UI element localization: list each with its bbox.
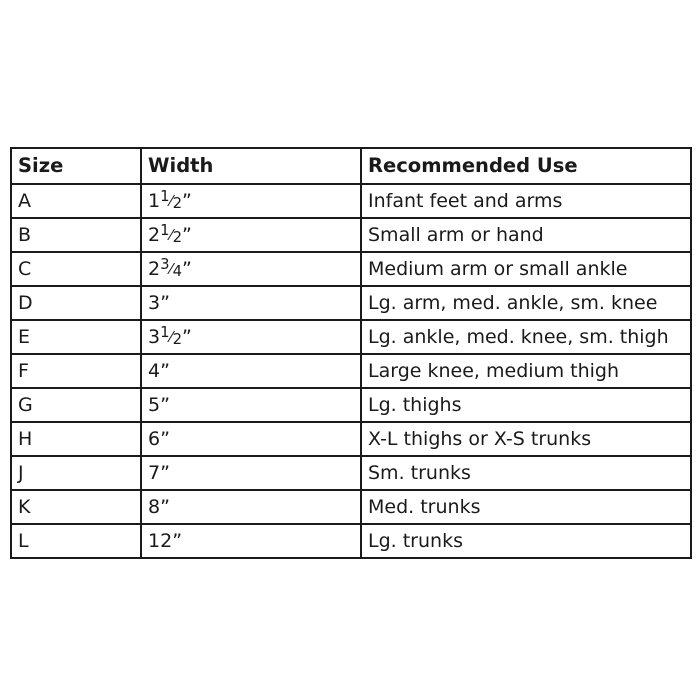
cell-recommended-use: Lg. thighs	[361, 388, 691, 422]
inch-mark: ”	[160, 359, 170, 382]
width-whole: 7	[148, 461, 161, 484]
fraction-bar: ⁄	[169, 328, 173, 346]
fraction-numerator: 3	[160, 255, 170, 273]
cell-size: K	[11, 490, 141, 524]
width-whole: 5	[148, 393, 161, 416]
cell-width	[141, 252, 361, 286]
inch-mark: ”	[182, 189, 192, 212]
cell-recommended-use: Lg. ankle, med. knee, sm. thigh	[361, 320, 691, 354]
inch-mark: ”	[160, 495, 170, 518]
inch-mark: ”	[172, 529, 183, 552]
width-whole: 4	[148, 359, 161, 382]
width-whole: 6	[148, 427, 161, 450]
cell-size: A	[11, 184, 141, 218]
column-header-recommended-use: Recommended Use	[361, 148, 691, 184]
fraction-denominator: 2	[172, 194, 183, 212]
fraction-denominator: 4	[172, 262, 183, 280]
width-whole: 2	[148, 223, 161, 246]
cell-width	[141, 184, 361, 218]
column-header-size: Size	[11, 148, 141, 184]
cell-size: D	[11, 286, 141, 320]
fraction-numerator: 1	[160, 323, 170, 341]
cell-size: G	[11, 388, 141, 422]
width-fraction	[160, 221, 183, 246]
table-row	[11, 218, 691, 252]
table-row	[11, 456, 691, 490]
cell-recommended-use: Sm. trunks	[361, 456, 691, 490]
cell-recommended-use: Med. trunks	[361, 490, 691, 524]
cell-width	[141, 388, 361, 422]
width-whole: 2	[148, 257, 161, 280]
width-whole: 3	[148, 325, 161, 348]
cell-size: F	[11, 354, 141, 388]
cell-width	[141, 422, 361, 456]
cell-size: L	[11, 524, 141, 558]
table-header-row	[11, 148, 691, 184]
cell-width	[141, 524, 361, 558]
cell-size: C	[11, 252, 141, 286]
width-whole: 3	[148, 291, 161, 314]
cell-recommended-use: Lg. arm, med. ankle, sm. knee	[361, 286, 691, 320]
cell-width	[141, 456, 361, 490]
table-body	[11, 184, 691, 558]
table-row	[11, 252, 691, 286]
fraction-denominator: 2	[172, 228, 183, 246]
inch-mark: ”	[160, 427, 170, 450]
cell-size: H	[11, 422, 141, 456]
fraction-denominator: 2	[172, 330, 183, 348]
size-chart	[10, 147, 690, 559]
cell-recommended-use: Small arm or hand	[361, 218, 691, 252]
inch-mark: ”	[160, 393, 170, 416]
table-row	[11, 388, 691, 422]
cell-width	[141, 490, 361, 524]
table-row	[11, 184, 691, 218]
cell-size: J	[11, 456, 141, 490]
cell-width	[141, 354, 361, 388]
width-whole: 12	[148, 529, 173, 552]
cell-width	[141, 286, 361, 320]
inch-mark: ”	[182, 257, 192, 280]
table-row	[11, 422, 691, 456]
inch-mark: ”	[160, 291, 170, 314]
inch-mark: ”	[182, 325, 192, 348]
table-row	[11, 524, 691, 558]
fraction-bar: ⁄	[169, 260, 173, 278]
cell-recommended-use: Infant feet and arms	[361, 184, 691, 218]
fraction-bar: ⁄	[169, 192, 173, 210]
cell-recommended-use: Large knee, medium thigh	[361, 354, 691, 388]
inch-mark: ”	[160, 461, 170, 484]
cell-recommended-use: Medium arm or small ankle	[361, 252, 691, 286]
table-row	[11, 354, 691, 388]
width-whole: 1	[148, 189, 161, 212]
width-fraction	[160, 187, 183, 212]
width-fraction	[160, 255, 183, 280]
table-row	[11, 286, 691, 320]
width-whole: 8	[148, 495, 161, 518]
fraction-bar: ⁄	[169, 226, 173, 244]
cell-width	[141, 320, 361, 354]
table-row	[11, 490, 691, 524]
cell-size: E	[11, 320, 141, 354]
cell-width	[141, 218, 361, 252]
fraction-numerator: 1	[160, 187, 170, 205]
width-fraction	[160, 323, 183, 348]
cell-recommended-use: Lg. trunks	[361, 524, 691, 558]
table-row	[11, 320, 691, 354]
cell-size: B	[11, 218, 141, 252]
table-header	[11, 148, 691, 184]
size-table	[10, 147, 692, 559]
fraction-numerator: 1	[160, 221, 170, 239]
cell-recommended-use: X-L thighs or X-S trunks	[361, 422, 691, 456]
column-header-width: Width	[141, 148, 361, 184]
inch-mark: ”	[182, 223, 192, 246]
